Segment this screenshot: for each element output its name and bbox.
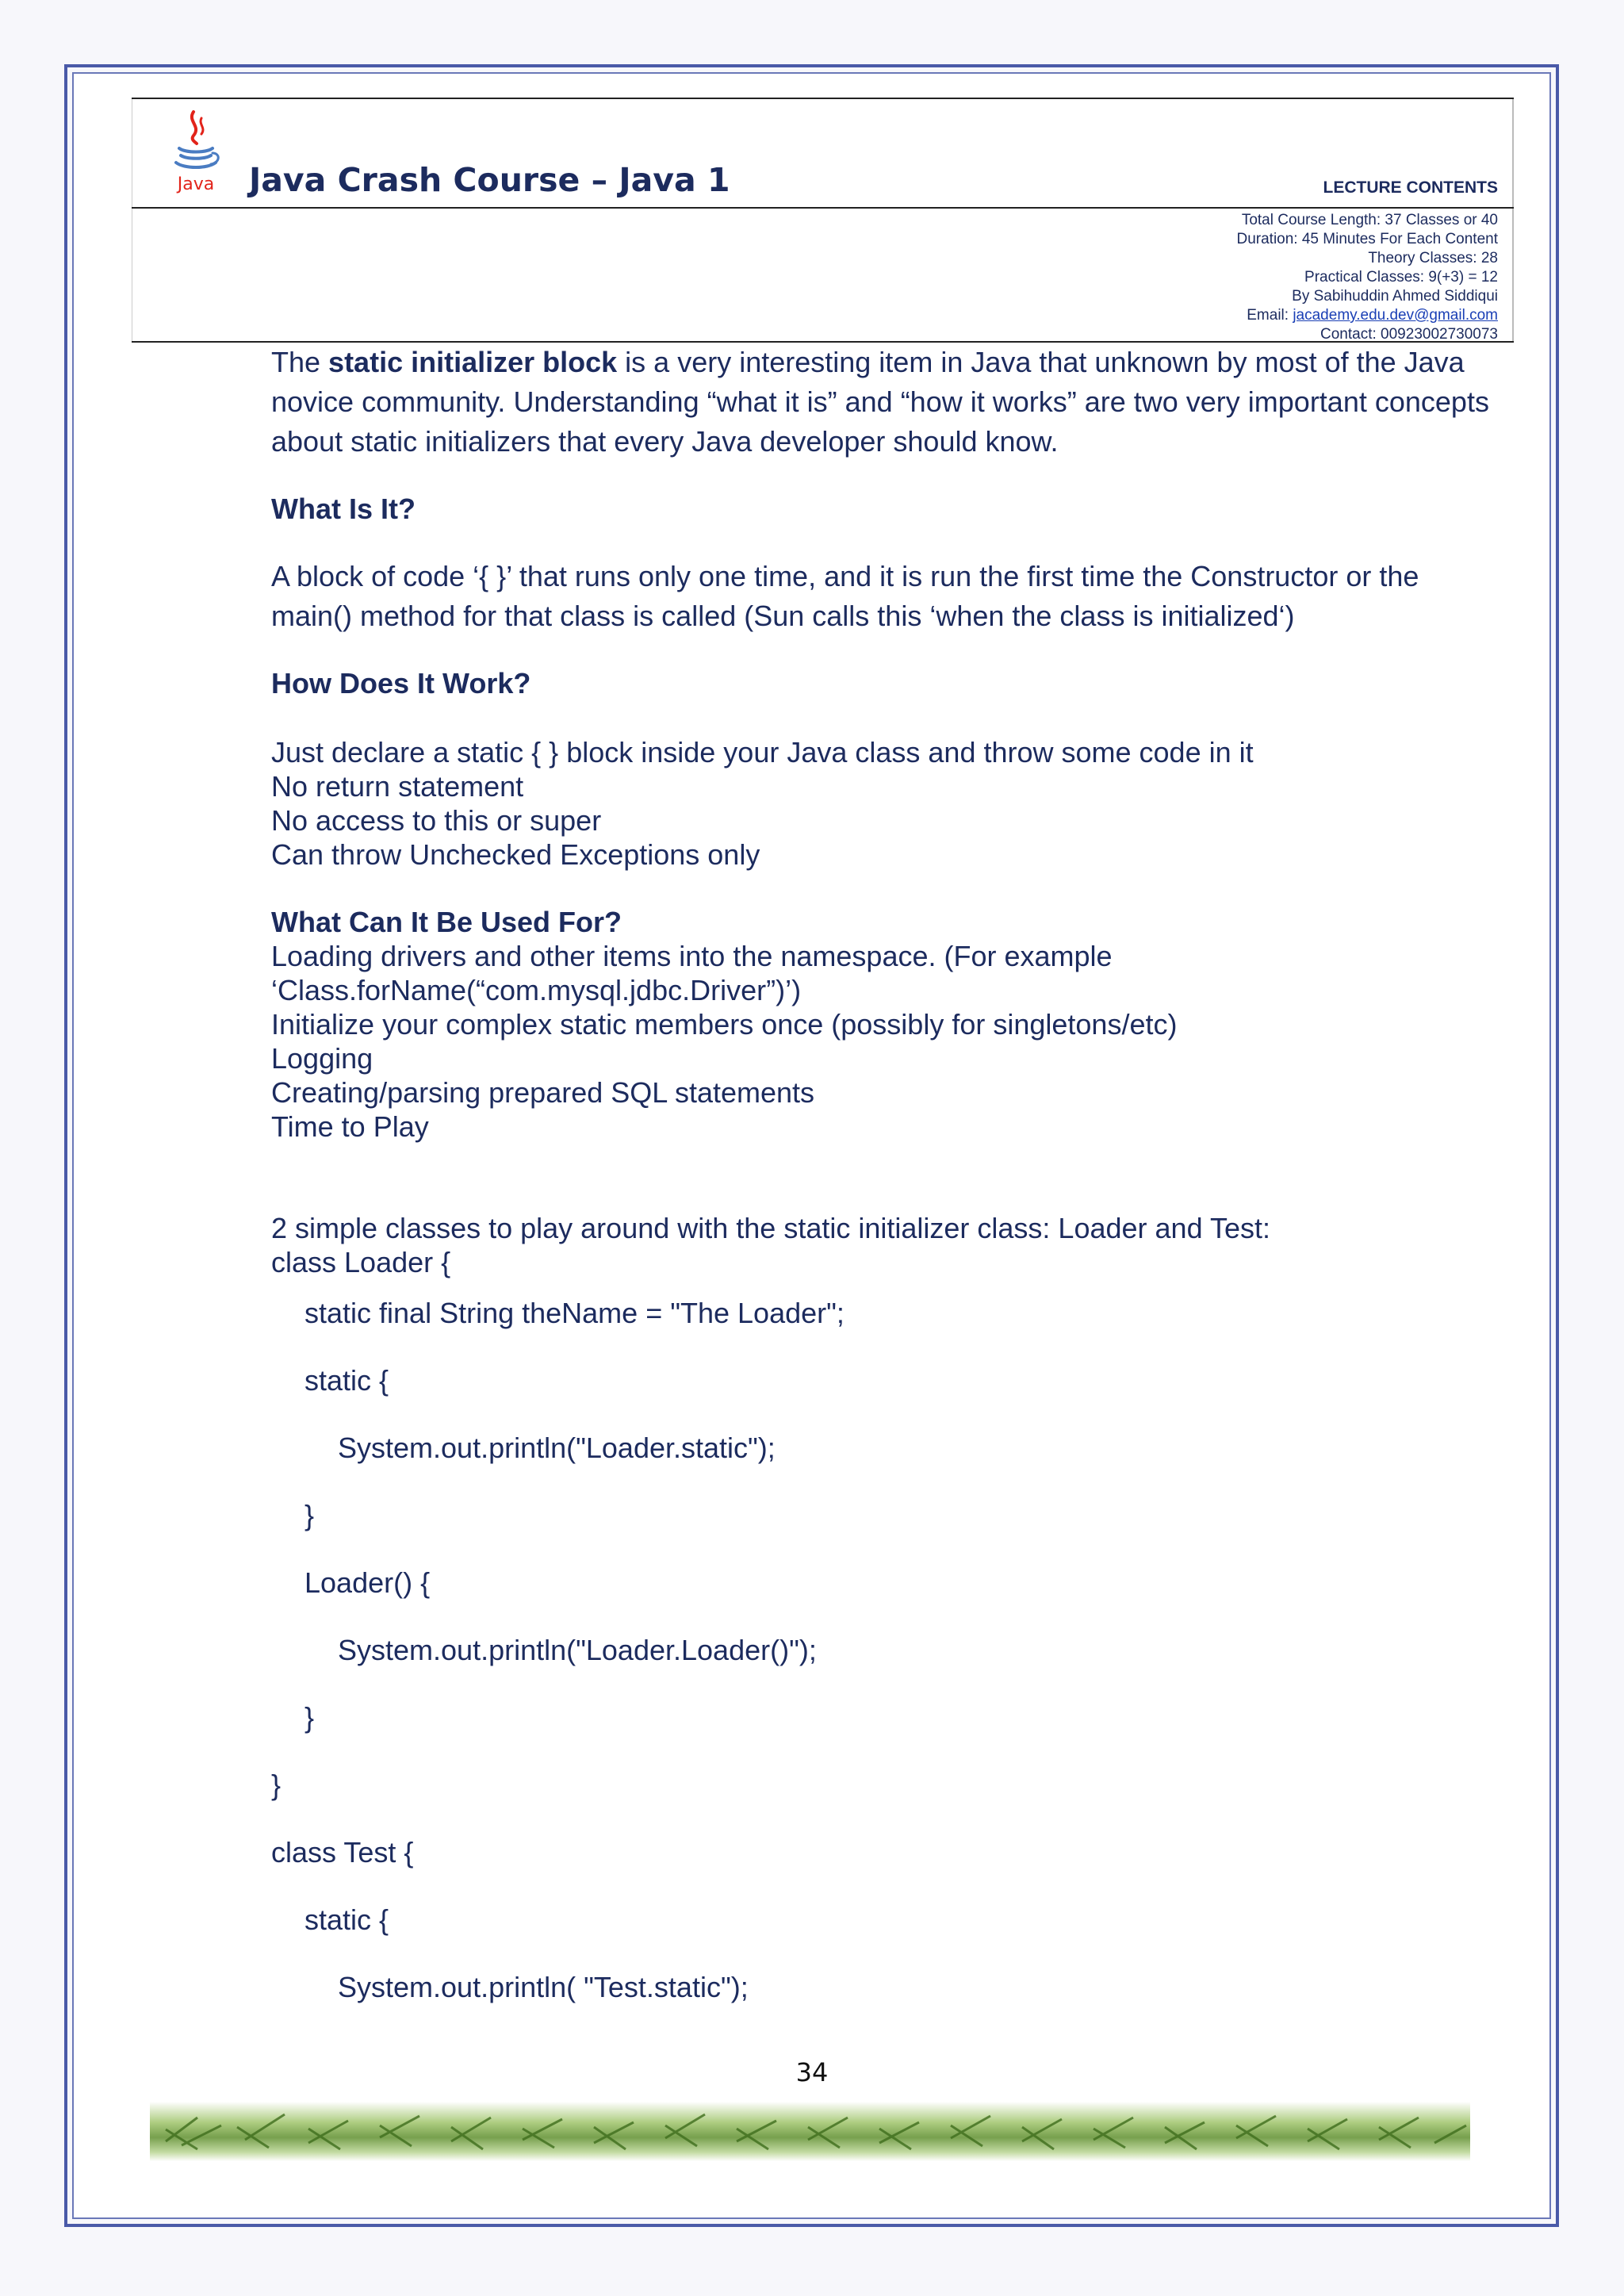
code-class-loader: class Loader { bbox=[271, 1246, 451, 1278]
code-listing bbox=[271, 1279, 1492, 2021]
java-logo-text: Java bbox=[177, 174, 215, 194]
info-line-course-length: Total Course Length: 37 Classes or 40 bbox=[1241, 212, 1498, 228]
page-number: 34 bbox=[795, 2057, 829, 2087]
info-line-author: By Sabihuddin Ahmed Siddiqui bbox=[1292, 288, 1498, 305]
list-item: No access to this or super bbox=[271, 804, 602, 837]
code-line: System.out.println("Loader.static"); bbox=[338, 1432, 776, 1464]
header-right-edge bbox=[1512, 99, 1514, 341]
header-divider bbox=[132, 207, 1514, 209]
list-item: Creating/parsing prepared SQL statements bbox=[271, 1076, 815, 1109]
code-line: static { bbox=[304, 1364, 389, 1397]
list-item: Initialize your complex static members once (possibly for singletons/etc) bbox=[271, 1008, 1178, 1041]
info-line-duration: Duration: 45 Minutes For Each Content bbox=[1236, 231, 1498, 247]
course-info bbox=[1236, 211, 1498, 344]
code-line: } bbox=[304, 1701, 315, 1734]
info-line-email bbox=[1236, 306, 1498, 325]
list-item: Just declare a static { } block inside your Java class and throw some code in it bbox=[271, 736, 1254, 769]
page-header bbox=[132, 98, 1514, 343]
list-item: Logging bbox=[271, 1042, 373, 1075]
list-item: Time to Play bbox=[271, 1110, 429, 1143]
course-title: Java Crash Course – Java 1 bbox=[249, 161, 730, 199]
email-link[interactable]: jacademy.edu.dev@gmail.com bbox=[1293, 307, 1498, 324]
intro-rest: is a very interesting item in Java that unknown by most of the Java novice community. Understanding “what it is” and “how it works” are two very important concepts about static initializers that every Java developer should know. bbox=[271, 346, 1489, 458]
info-line-contact: Contact: 00923002730073 bbox=[1320, 326, 1498, 343]
code-line: class Test { bbox=[271, 1836, 414, 1869]
code-line: } bbox=[304, 1499, 315, 1531]
code-line: System.out.println("Loader.Loader()"); bbox=[338, 1634, 817, 1666]
email-label: Email: bbox=[1247, 307, 1293, 324]
info-line-practical: Practical Classes: 9(+3) = 12 bbox=[1304, 269, 1498, 286]
list-item: Can throw Unchecked Exceptions only bbox=[271, 838, 760, 871]
intro-prefix: The bbox=[271, 346, 329, 378]
intro-paragraph bbox=[271, 343, 1492, 462]
code-line: static final String theName = "The Loader"; bbox=[304, 1297, 845, 1329]
java-logo-icon bbox=[170, 107, 222, 194]
play-intro bbox=[271, 1211, 1492, 1279]
intro-bold-term: static initializer block bbox=[328, 346, 618, 378]
code-line: Loader() { bbox=[304, 1566, 431, 1599]
section-label: LECTURE CONTENTS bbox=[1323, 178, 1498, 197]
code-line: System.out.println( "Test.static"); bbox=[338, 1971, 749, 2003]
list-item: No return statement bbox=[271, 770, 524, 803]
list-item: Loading drivers and other items into the namespace. (For example ‘Class.forName(“com.mysql.jdbc.Driver”)’) bbox=[271, 940, 1113, 1006]
code-line: static { bbox=[304, 1903, 389, 1936]
uses-section bbox=[271, 905, 1492, 1144]
code-line: } bbox=[271, 1769, 282, 1801]
what-is-it-paragraph: A block of code ‘{ }’ that runs only one time, and it is run the first time the Constructor or the main() method for that class is called (Sun calls this ‘when the class is initialized‘) bbox=[271, 560, 1419, 632]
how-it-works-list bbox=[271, 735, 1492, 872]
document-body bbox=[271, 343, 1492, 2021]
heading-how-does-it-work: How Does It Work? bbox=[271, 667, 531, 700]
heading-what-can-it-be-used-for: What Can It Be Used For? bbox=[271, 906, 622, 938]
info-line-theory: Theory Classes: 28 bbox=[1368, 250, 1498, 266]
grass-footer-banner bbox=[150, 2094, 1470, 2169]
heading-what-is-it: What Is It? bbox=[271, 493, 416, 525]
play-intro-text: 2 simple classes to play around with the static initializer class: Loader and Test: bbox=[271, 1212, 1270, 1244]
